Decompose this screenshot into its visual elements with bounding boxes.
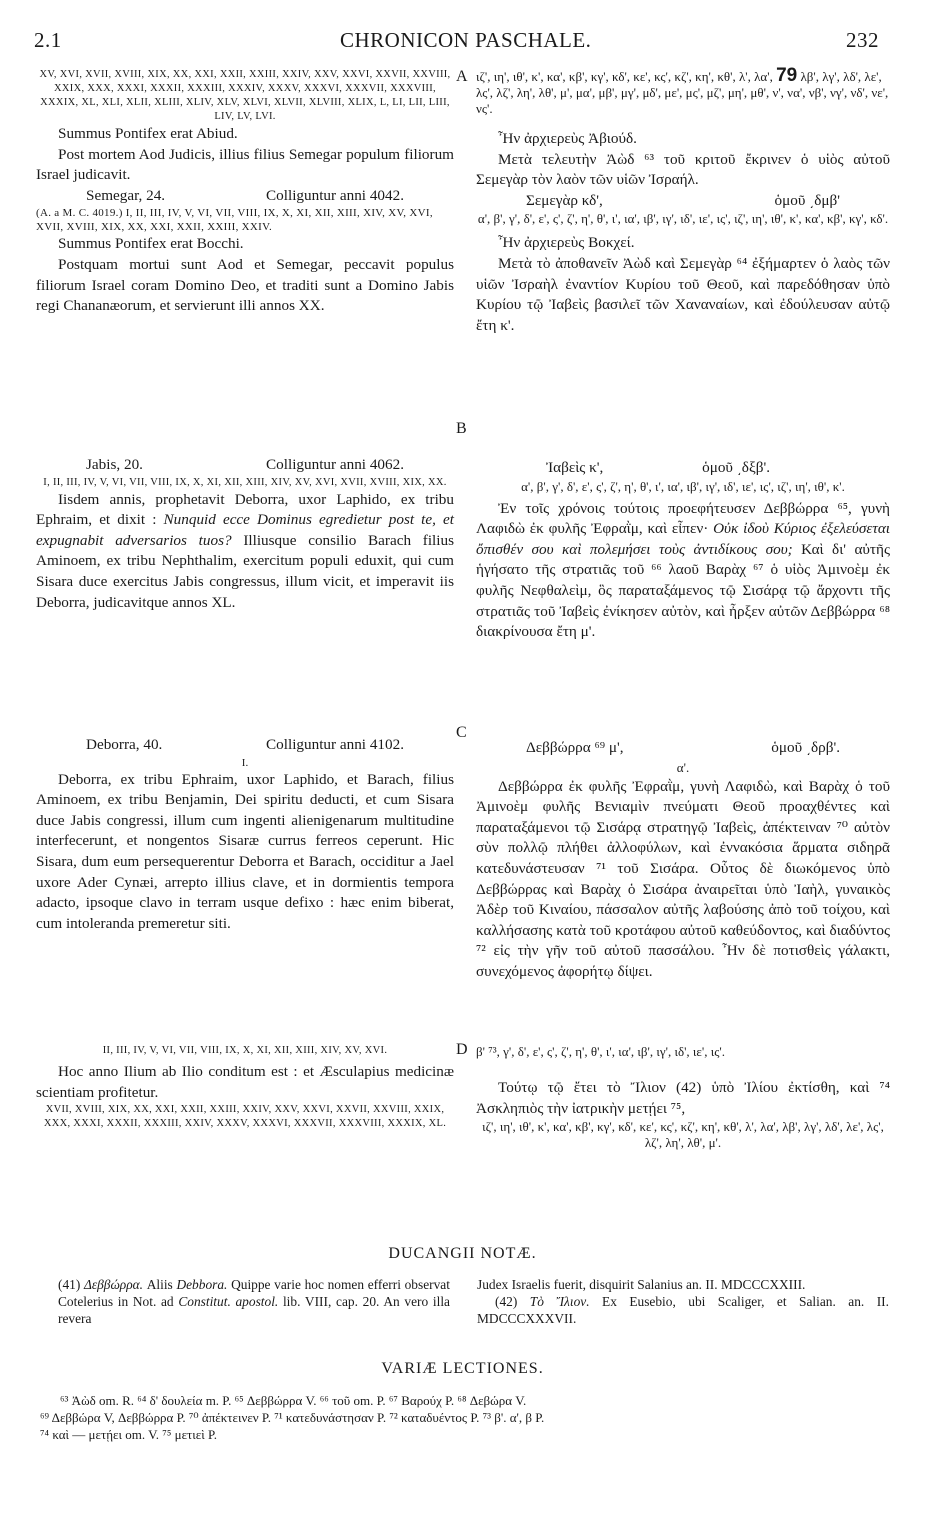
ruler-name: Ἰαβεὶς κ',	[546, 459, 604, 476]
margin-letter-a: A	[456, 68, 468, 85]
paragraph: Τούτῳ τῷ ἔτει τὸ Ἴλιον (42) ὑπὸ Ἰλίου ἐκτίσθη, καὶ ⁷⁴ Ἀσκληπιὸς τὴν ἰατρικὴν μετῄει ⁷⁵,	[476, 1079, 890, 1117]
years-total: Colliguntur anni 4102.	[266, 736, 404, 753]
paragraph: Deborra, ex tribu Ephraim, uxor Laphido, et Barach, filius Aminoem, ex tribu Benjamin, Dei spiritu deducti, et cum Sisara duce Jabis congressi, illum cum ingenti alienigenarum multitudine interfecerunt, et nongentos Sisaræ currus ferreos ceperunt. Hic Sisara, dum eum persequerentur Deborra et Barach, occiditur a Jael uxore Ader Cynæi, arrepto illius clave, et in dormientis tempora adacto, ipsoque clavo in terram usque defixo : hæc enim biberat, cum intoleranda premeretur siti.	[36, 770, 454, 932]
years-total: Colliguntur anni 4062.	[266, 456, 404, 473]
paragraph: Iisdem annis, prophetavit Deborra, uxor Laphido, ex tribu Ephraim, et dixit : Nunquid ecce Dominus egredietur post te, et expugnabit adversarios tuos? Illiusque consilio Barach filius Aminoem, ex tribu Nephthalim, exercitum populi eduxit, qui cum Sisara duce exercitus Jabis congressus, illum vicit, et imperavit iis Deborra, judicavitque annos XL.	[36, 490, 454, 611]
running-title: CHRONICON PASCHALE.	[340, 28, 592, 52]
variae-line: ⁷⁴ καὶ — μετῄει om. V. ⁷⁵ μετιεὶ P.	[40, 1427, 218, 1442]
reign-heading	[36, 186, 454, 207]
variae-list	[40, 1392, 890, 1443]
page-number-right: 232	[846, 28, 879, 52]
greek-numerals: α', β', γ', δ', ε', ς', ζ', η', θ', ι', ια', ιβ', ιγ', ιδ', ιε', ις', ιζ', ιη', ιθ', κ'.	[521, 478, 845, 494]
latin-block-2	[36, 455, 454, 613]
roman-numerals: (A. a M. C. 4019.) I, II, III, IV, V, VI, VII, VIII, IX, X, XI, XII, XIII, XIV, XV, XVI, XVII, XVIII, XIX, XX, XXI, XXII, XXIII, XXIV.	[36, 207, 433, 234]
folio-number: 79	[776, 65, 798, 86]
paragraph: Post mortem Aod Judicis, illius filius Semegar populum filiorum Israel judicavit.	[36, 145, 454, 184]
roman-numerals: XV, XVI, XVII, XVIII, XIX, XX, XXI, XXII, XXIII, XXIV, XXV, XXVI, XXVII, XXVIII, XXIX, XXX, XXXI, XXXII, XXXIII, XXXIV, XXXV, XXXVI, XXXVII, XXXVIII, XXXIX, XL, XLI, XLII, XLIII, XLIV, XLV, XLVI, XLVII, XLVIII, XLIX, L, LI, LII, LIII, LIV, LV, LVI.	[39, 69, 451, 122]
variae-heading: VARIÆ LECTIONES.	[381, 1360, 544, 1377]
margin-letter-b: B	[456, 420, 467, 437]
greek-block-2	[476, 458, 890, 643]
reign-heading	[476, 458, 890, 479]
reign-heading	[36, 735, 454, 756]
pontifex-line: Ἦν ἀρχιερεὺς Βοκχεί.	[498, 234, 635, 252]
margin-letter-d: D	[456, 1041, 468, 1058]
pontifex-line: Summus Pontifex erat Bocchi.	[58, 235, 244, 253]
latin-block-3	[36, 735, 454, 934]
reign-heading	[36, 455, 454, 476]
paragraph: Μετὰ τελευτὴν Ἀὼδ ⁶³ τοῦ κριτοῦ ἔκρινεν ὁ υἱὸς αὐτοῦ Σεμεγὰρ τὸν λαὸν τῶν υἱῶν Ἰσραήλ.	[476, 150, 890, 189]
latin-block-1	[36, 68, 454, 317]
roman-numerals: XVII, XVIII, XIX, XX, XXI, XXII, XXIII, XXIV, XXV, XXVI, XXVII, XXVIII, XXIX, XXX, XXXI, XXXII, XXXIII, XXIV, XXXV, XXXVI, XXXVII, XXXVIII, XXXIX, XL.	[43, 1104, 447, 1130]
paragraph: Hoc anno Ilium ab Ilio conditum est : et Æsculapius medicinæ scientiam profitetur.	[36, 1063, 454, 1101]
paragraph: Ἐν τοῖς χρόνοις τούτοις προεφήτευσεν Δεββώρρα ⁶⁵, γυνὴ Λαφιδὼ ἐκ φυλῆς Ἐφραῒμ, καὶ εἶπεν· Οὐκ ἰδοὺ Κύριος ἐξελεύσεται ὄπισθέν σου καὶ πολεμήσει τοὺς ἀντιδίκους σου; Καὶ δι' αὐτῆς ἡγήσατο τῆς στρατιᾶς τοῦ ⁶⁶ λαοῦ Βαρὰχ ⁶⁷ ὁ υἱὸς Ἀμινοὲμ ἐκ φυλῆς Νεφθαλεὶμ, ὃς παραταξάμενος τῷ Σισάρᾳ τῷ ἄρχοντι τῆς στρατιᾶς τοῦ Ἰαβεὶς ἐνίκησεν αὐτὸν, καὶ ἦρξεν αὐτῶν Δεββώρρα ⁶⁸ διακρίνουσα ἔτη μ'.	[476, 499, 891, 641]
reign-heading	[476, 191, 890, 212]
note-42: Judex Israelis fuerit, disquirit Salanius an. II. MDCCCXXIII. (42) Τὸ Ἴλιον. Ex Eusebio, ubi Scaliger, et Salian. an. II. MDCCCXXXVII.	[477, 1277, 889, 1326]
reign-heading	[476, 738, 890, 759]
greek-numerals: ιζ', ιη', ιθ', κ', κα', κβ', κγ', κδ', κε', κς', κζ', κη', κθ', λ', λα', λβ', λγ', λδ', λε', λς', λζ', λη', λθ', μ'.	[482, 1119, 884, 1151]
year-number: α'.	[676, 759, 690, 775]
ruler-name: Deborra, 40.	[86, 736, 163, 753]
years-total: ὁμοῦ ͵δμβ'	[774, 191, 840, 209]
page-number-left: 2.1	[34, 28, 62, 52]
years-total: ὁμοῦ ͵δξβ'.	[702, 459, 770, 476]
greek-numerals: β' ⁷³, γ', δ', ε', ς', ζ', η', θ', ι', ια', ιβ', ιγ', ιδ', ιε', ις'.	[476, 1044, 725, 1059]
variae-line: ⁶³ Ἀὼδ om. R. ⁶⁴ δ' δουλεία m. P. ⁶⁵ Δεββώρρα V. ⁶⁶ τοῦ om. P. ⁶⁷ Βαρούχ P. ⁶⁸ Δεβώρα V.	[60, 1393, 527, 1408]
years-total: ὁμοῦ ͵δρβ'.	[771, 739, 840, 756]
paragraph: Δεββώρρα ἐκ φυλῆς Ἐφραῒμ, γυνὴ Λαφιδὼ, καὶ Βαρὰχ ὁ τοῦ Ἀμινοὲμ φυλῆς Βενιαμὶν πνεύματι Θεοῦ προαχθέντες καὶ παραταξάμενοι τῷ Σισάρᾳ στρατηγῷ Ἰαβεὶς, ἀπέκτειναν ⁷⁰ αὐτὸν σὺν πολλῷ πλήθει ἀλλοφύλων, καὶ ἐννακόσια ἅρματα σιδηρᾶ κατεδυνάστευσαν ⁷¹ τοῦ Σισάρα. Οὗτος δὲ διωκόμενος ὑπὸ Δεββώρρας καὶ Βαρὰχ ὁ Σισάρα ἀναιρεῖται ὑπὸ Ἰαὴλ, γυναικὸς Ἀδὲρ τοῦ Κιναίου, πάσσαλον αὐτῆς λαβούσης ἀπὸ τοῦ τοίχου, καὶ καλλήσασης κατὰ τοῦ κροτάφου αὐτοῦ καθεύδοντος, καὶ διαδύντος ⁷² εἰς τὴν γῆν τοῦ αὐτοῦ πασσάλου. Ἦν δὲ ποτισθεὶς γάλακτι, συνεχόμενος ἀφορήτῳ δίψει.	[476, 777, 890, 980]
years-total: Colliguntur anni 4042.	[266, 186, 404, 204]
paragraph: Postquam mortui sunt Aod et Semegar, peccavit populus filiorum Israel coram Domino Deo, et traditi sunt a Domino Jabis regi Chananæorum, et servierunt illi annos XX.	[36, 255, 454, 315]
note-41: (41) Δεββώρρα. Aliis Debbora. Quippe varie hoc nomen efferri observat Cotelerius in Not. ad Constitut. apostol. lib. VIII, cap. 20. An vero illa revera	[58, 1277, 450, 1326]
greek-block-3	[476, 738, 890, 983]
year-number: I.	[241, 756, 249, 769]
roman-numerals: I, II, III, IV, V, VI, VII, VIII, IX, X, XI, XII, XIII, XIV, XV, XVI, XVII, XVIII, XIX, XX.	[43, 476, 447, 488]
pontifex-line: Summus Pontifex erat Abiud.	[58, 125, 238, 142]
notes-heading: DUCANGII NOTÆ.	[388, 1245, 537, 1262]
paragraph: Μετὰ τὸ ἀποθανεῖν Ἀὼδ καὶ Σεμεγὰρ ⁶⁴ ἐξήμαρτεν ὁ λαὸς τῶν υἱῶν Ἰσραὴλ ἐναντίον Κυρίου τοῦ Θεοῦ, καὶ παρεδόθησαν ὑπὸ Κυρίου τῷ Ἰαβεὶς βασιλεῖ τῶν Χαναναίων, καὶ ἐδούλευσαν αὐτῷ ἔτη κ'.	[476, 254, 890, 334]
variae-line: ⁶⁹ Δεββώρα V, Δεββώρρα P. ⁷⁰ ἀπέκτεινεν P. ⁷¹ κατεδυνάστησαν P. ⁷² καταδυέντος P. ⁷³ β'. α', β P.	[40, 1410, 545, 1425]
greek-block-1	[476, 65, 890, 336]
greek-numerals: ιζ', ιη', ιθ', κ', κα', κβ', κγ', κδ', κε', κς', κζ', κη', κθ', λ', λα', 79 λβ', λγ', λδ', λε', λς', λζ', λη', λθ', μ', μα', μβ', μγ', μδ', με', μς', μζ', μη', μθ', ν', να', νβ', νγ', νδ', νε', νς'.	[476, 65, 889, 116]
ruler-name: Δεββώρρα ⁶⁹ μ',	[526, 739, 624, 756]
ruler-name: Semegar, 24.	[86, 186, 166, 204]
ruler-name: Σεμεγὰρ κδ',	[526, 191, 603, 209]
roman-numerals: II, III, IV, V, VI, VII, VIII, IX, X, XI, XII, XIII, XIV, XV, XVI.	[102, 1045, 388, 1056]
greek-numerals: α', β', γ', δ', ε', ς', ζ', η', θ', ι', ια', ιβ', ιγ', ιδ', ιε', ις', ιζ', ιη', ιθ', κ', κα', κβ', κγ', κδ'.	[477, 211, 889, 227]
ruler-name: Jabis, 20.	[86, 456, 143, 473]
margin-letter-c: C	[456, 724, 467, 741]
latin-block-4	[36, 1044, 454, 1131]
greek-block-4	[476, 1044, 890, 1151]
pontifex-line: Ἦν ἀρχιερεὺς Ἀβιούδ.	[498, 130, 637, 147]
